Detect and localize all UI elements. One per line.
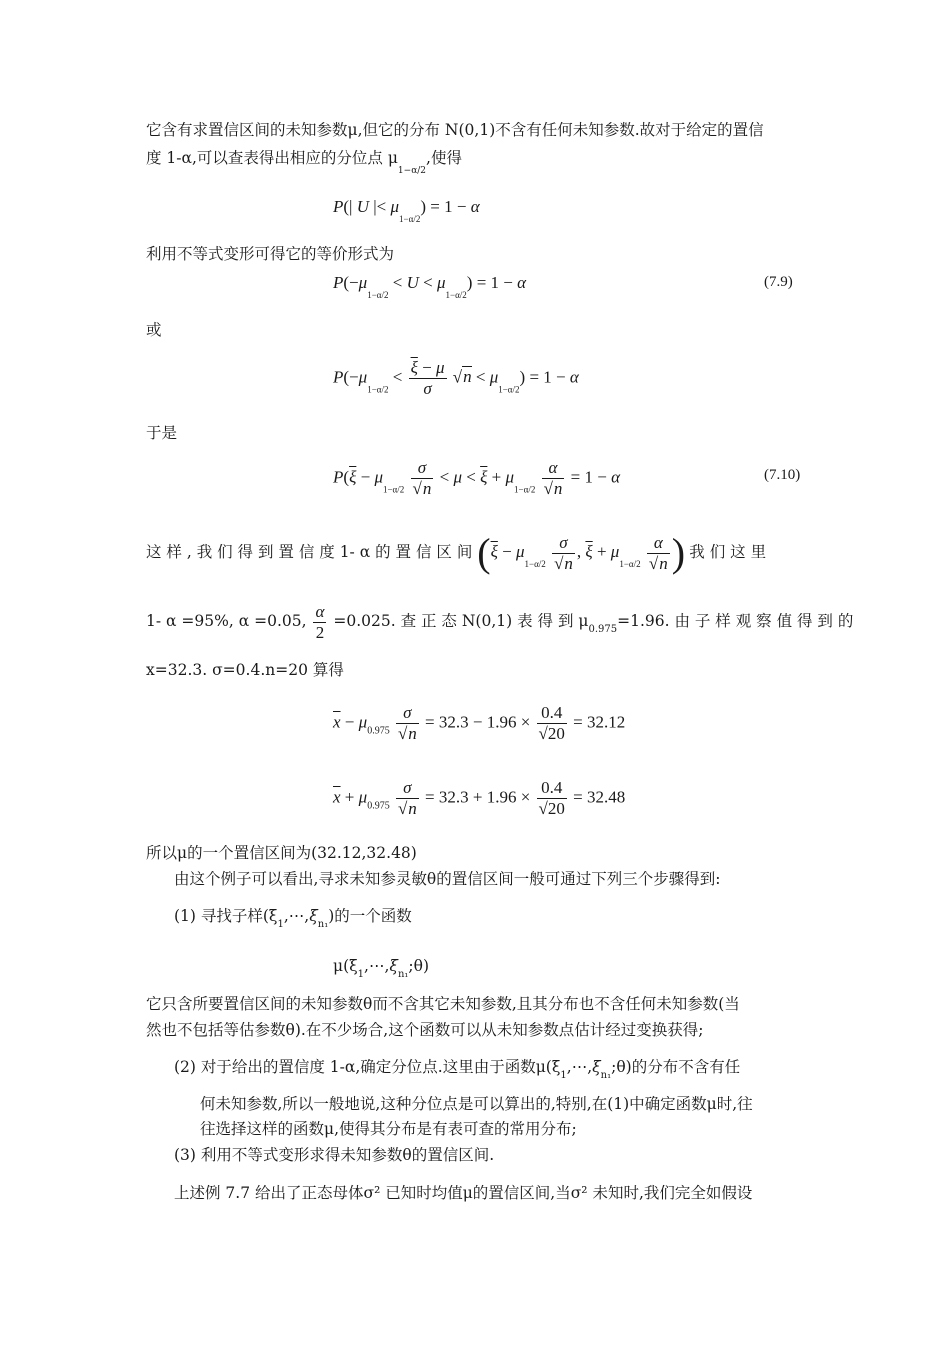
paragraph-line: 利用不等式变形可得它的等价形式为 [146,245,395,263]
equation-number: (7.9) [764,274,793,290]
paragraph-line: 它只含所要置信区间的未知参数θ而不含其它未知参数,且其分布也不含任何未知参数(当 [146,995,740,1013]
paragraph-line: 于是 [146,424,178,442]
paragraph-line: 然也不包括等估参数θ).在不少场合,这个函数可以从未知参数点估计经过变换获得; [146,1021,704,1039]
text-segment: =1.96. 由 子 样 观 察 值 得 到 的 [617,612,854,630]
list-item: (2) 对于给出的置信度 1-α,确定分位点.这里由于函数$\mu(\xi_1,\cdots,\xi_{n_1};\theta)$的分布不含有任 [174,1058,741,1081]
text-segment: 我 们 这 里 [689,543,767,561]
subscript: 1−α/2 [397,166,427,176]
paragraph-line: 或 [146,321,162,339]
text-segment: ,使得 [426,149,462,167]
list-item-continuation: 何未知参数,所以一般地说,这种分位点是可以算出的,特别,在(1)中确定函数μ时,往 [200,1095,753,1113]
paragraph-line [146,598,853,653]
equation-number: (7.10) [764,467,801,483]
fraction: $\frac{\alpha}{2}$ [315,601,325,642]
list-item-continuation: 往选择这样的函数μ,使得其分布是有表可查的常用分布; [200,1120,577,1138]
list-item: (1) 寻找子样$(\xi_1,\cdots,\xi_{n_1})$的一个函数 [174,907,412,930]
paragraph-line [146,527,766,577]
list-item: (3) 利用不等式变形求得未知参数θ的置信区间. [174,1146,495,1164]
paragraph-line: 它含有求置信区间的未知参数μ,但它的分布 N(0,1)不含有任何未知参数.故对于给定的置信 [146,121,764,139]
text-segment: 1- α =95%, α =0.05, [146,612,307,630]
subscript: 0.975 [588,624,618,635]
interval-expression: ($\overline{\xi} - \mu_{1-\alpha/2}$ $\frac{\sigma}{√n}$ , $\overline{\xi} + \mu_{1-\alpha/2}$ $\frac{\alpha}{√n}$ ) [477,530,686,576]
text-segment: =0.025. 查 正 态 N(0,1) 表 得 到 μ [333,612,589,630]
equation-probability: P(| U |< $\mu_{1-\alpha/2}) = 1 - \alpha$ [333,197,480,224]
text-segment: 度 1-α,可以查表得出相应的分位点 μ [146,149,398,167]
paragraph-line: 所以μ的一个置信区间为(32.12,32.48) [146,844,417,862]
paragraph-line: 由这个例子可以看出,寻求未知参灵敏θ的置信区间一般可通过下列三个步骤得到: [174,870,721,888]
equation-lower-bound: $\overline{x} - \mu_{0.975}$ $\frac{\sigma}{√n}$ = 32.3 − 1.96 × $\frac{0.4}{√20}$ = 32.12 [333,703,626,743]
function-expression: $\mu(\xi_1,\cdots,\xi_{n_1};\theta)$ [333,957,430,980]
equation-7-10: $P(\overline{\xi} - \mu_{1-\alpha/2}$ $\frac{\sigma}{√n}$ < $\mu < \overline{\xi} + \mu_{1-\alpha/2}$ $\frac{\alpha}{√n}$ = 1 − α [333,458,621,498]
paragraph-line [146,148,462,181]
paragraph-line: 上述例 7.7 给出了正态母体σ² 已知时均值μ的置信区间,当σ² 未知时,我们完全如假设 [174,1184,753,1202]
paragraph-line: x=32.3. σ=0.4.n=20 算得 [146,661,344,679]
equation-7-9: $P(-\mu_{1-\alpha/2} < U < \mu_{1-\alpha/2}) = 1 - \alpha$ [333,273,527,300]
equation-standardized: $P(-\mu_{1-\alpha/2}$ < $\frac{\overline{\xi} - \mu}{\sigma}$ $√n < \mu_{1-\alpha/2}) = 1 - \alpha$ [333,358,579,398]
equation-upper-bound: $\overline{x} + \mu_{0.975}$ $\frac{\sigma}{√n}$ = 32.3 + 1.96 × $\frac{0.4}{√20}$ = 32.48 [333,778,626,818]
text-segment: 这 样 , 我 们 得 到 置 信 度 1- α 的 置 信 区 间 [146,543,473,561]
